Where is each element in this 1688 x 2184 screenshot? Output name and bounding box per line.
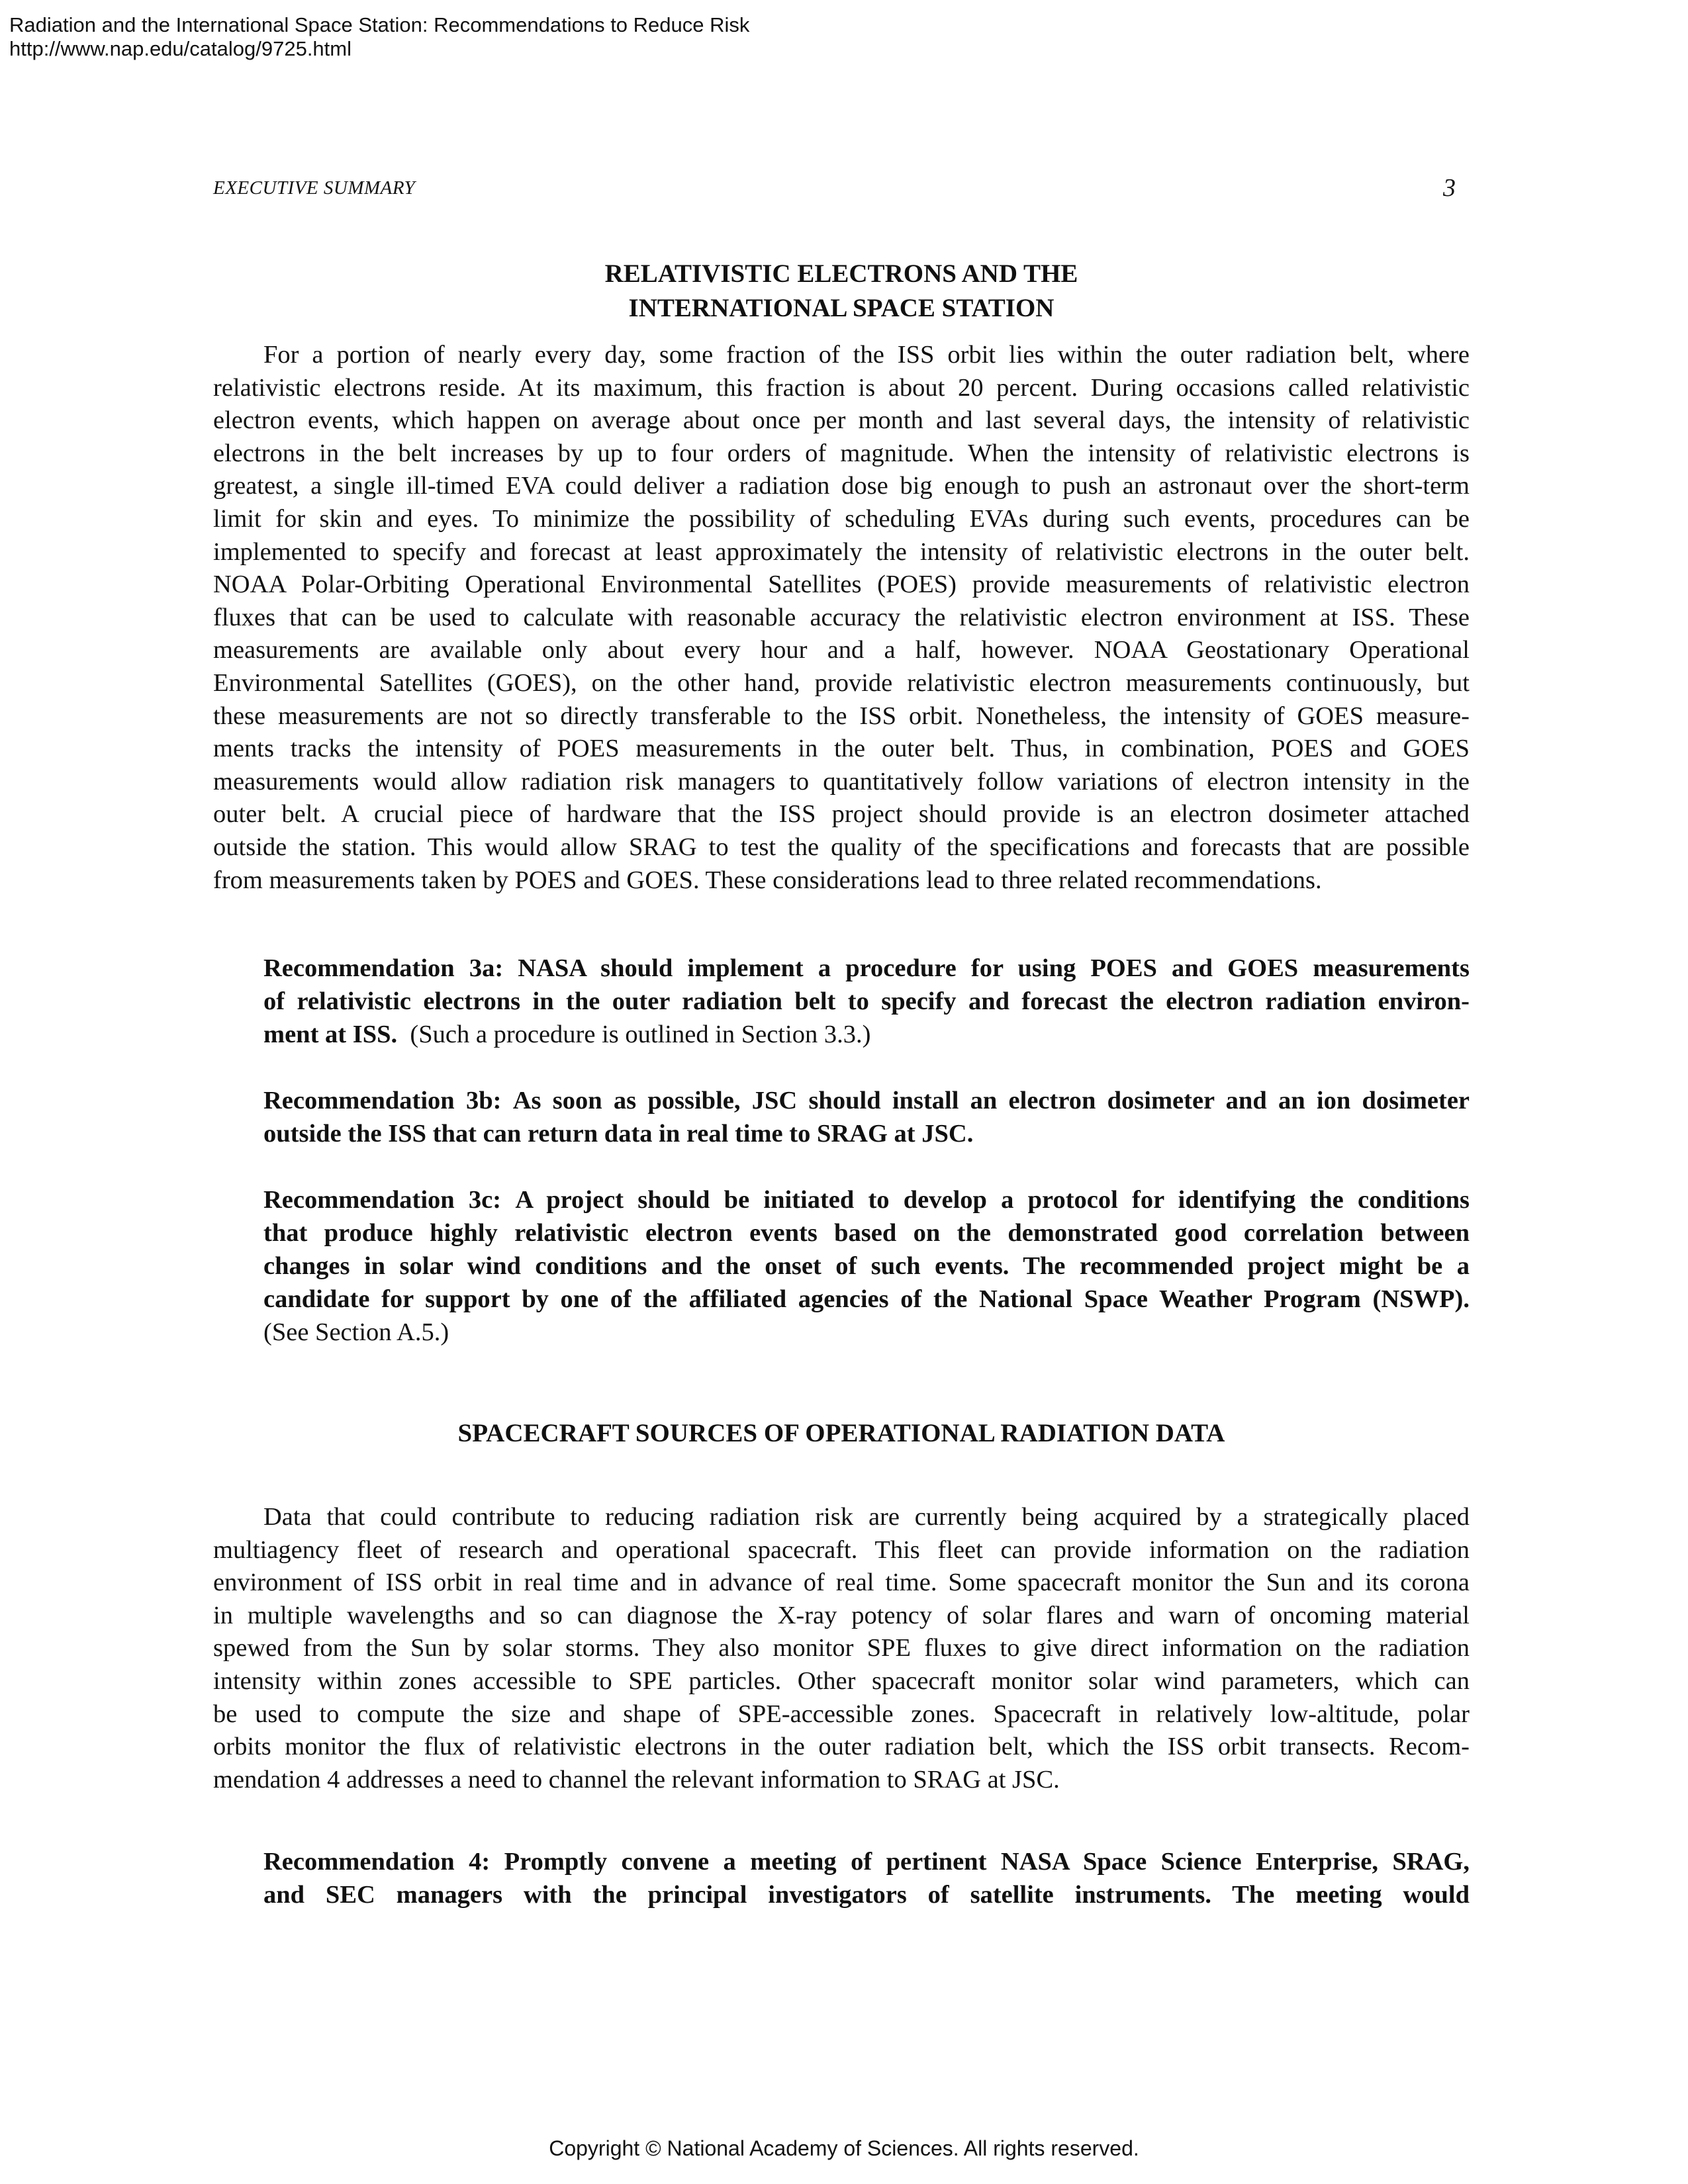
paragraph-line: intensity within zones accessible to SPE particles. Other spacecraft monitor solar wind parameters, which can <box>213 1666 1470 1695</box>
recommendation-label: Recommendation 3b: <box>263 1087 502 1115</box>
paragraph-line: limit for skin and eyes. To minimize the possibility of scheduling EVAs during such events, procedures can be <box>213 504 1470 533</box>
paragraph-line: outer belt. A crucial piece of hardware that the ISS project should provide is an electron dosimeter attached <box>213 800 1470 829</box>
paragraph-line: mendation 4 addresses a need to channel the relevant information to SRAG at JSC. <box>213 1765 1060 1794</box>
paragraph-relativistic-electrons <box>213 339 1470 897</box>
recommendation-text: ment at ISS. <box>263 1021 398 1048</box>
recommendation-text: Promptly convene a meeting of pertinent NASA Space Science Enterprise, SRAG, <box>504 1848 1470 1876</box>
paragraph-line: spewed from the Sun by solar storms. They also monitor SPE fluxes to give direct information on the radiation <box>213 1634 1470 1662</box>
recommendation-text: changes in solar wind conditions and the onset of such events. The recommended project might be a <box>263 1252 1470 1280</box>
paragraph-line: Environmental Satellites (GOES), on the other hand, provide relativistic electron measurements continuously, but <box>213 668 1470 697</box>
section-title-line: RELATIVISTIC ELECTRONS AND THE <box>604 259 1078 288</box>
section-title-spacecraft-sources <box>213 1416 1470 1451</box>
running-head: EXECUTIVE SUMMARY <box>213 177 416 199</box>
section-title-line: SPACECRAFT SOURCES OF OPERATIONAL RADIATION DATA <box>457 1419 1225 1447</box>
paragraph-line: in multiple wavelengths and so can diagnose the X-ray potency of solar flares and warn of oncoming material <box>213 1601 1470 1629</box>
copyright-footer: Copyright © National Academy of Sciences. All rights reserved. <box>549 2136 1139 2160</box>
paragraph-line: measurements would allow radiation risk managers to quantitatively follow variations of electron intensity in the <box>213 767 1470 796</box>
recommendation-3a <box>263 952 1470 1051</box>
recommendation-3c <box>263 1183 1470 1349</box>
recommendation-4 <box>263 1845 1470 1911</box>
recommendation-label: Recommendation 3a: <box>263 954 504 982</box>
recommendation-text: that produce highly relativistic electron events based on the demonstrated good correlation between <box>263 1219 1470 1247</box>
recommendation-text: As soon as possible, JSC should install an electron dosimeter and an ion dosimeter <box>512 1087 1470 1115</box>
paragraph-spacecraft-sources <box>213 1501 1470 1796</box>
document-url[interactable]: http://www.nap.edu/catalog/9725.html <box>9 37 352 60</box>
paragraph-line: measurements are available only about every hour and a half, however. NOAA Geostationary Operational <box>213 636 1470 664</box>
paragraph-line: implemented to specify and forecast at least approximately the intensity of relativistic electrons in the outer belt. <box>213 537 1470 566</box>
paragraph-line: electrons in the belt increases by up to four orders of magnitude. When the intensity of relativistic electrons is <box>213 439 1470 467</box>
paragraph-line: from measurements taken by POES and GOES. These considerations lead to three related recommendations. <box>213 866 1322 894</box>
paragraph-line: be used to compute the size and shape of SPE-accessible zones. Spacecraft in relatively low-altitude, polar <box>213 1700 1470 1728</box>
recommendation-text: outside the ISS that can return data in real time to SRAG at JSC. <box>263 1120 974 1148</box>
recommendation-label: Recommendation 4: <box>263 1848 491 1876</box>
recommendation-text: NASA should implement a procedure for using POES and GOES measurements <box>518 954 1470 982</box>
recommendation-text: candidate for support by one of the affiliated agencies of the National Space Weather Program (NSWP). <box>263 1285 1470 1313</box>
paragraph-line: Data that could contribute to reducing radiation risk are currently being acquired by a strategically placed <box>263 1503 1470 1531</box>
paragraph-line: environment of ISS orbit in real time and in advance of real time. Some spacecraft monitor the Sun and its corona <box>213 1569 1470 1597</box>
paragraph-line: greatest, a single ill-timed EVA could deliver a radiation dose big enough to push an astronaut over the short-term <box>213 472 1470 500</box>
paragraph-line: multiagency fleet of research and operational spacecraft. This fleet can provide information on the radiation <box>213 1535 1470 1564</box>
paragraph-line: ments tracks the intensity of POES measurements in the outer belt. Thus, in combination, POES and GOES <box>213 735 1470 763</box>
paragraph-line: For a portion of nearly every day, some fraction of the ISS orbit lies within the outer radiation belt, where <box>263 341 1470 369</box>
document-title: Radiation and the International Space Station: Recommendations to Reduce Risk <box>9 13 750 36</box>
recommendation-3b <box>263 1084 1470 1150</box>
recommendation-note: (See Section A.5.) <box>263 1318 449 1346</box>
paragraph-line: orbits monitor the flux of relativistic electrons in the outer radiation belt, which the ISS orbit transects. Recom- <box>213 1733 1470 1761</box>
paragraph-line: outside the station. This would allow SRAG to test the quality of the specifications and forecasts that are possible <box>213 833 1470 861</box>
paragraph-line: fluxes that can be used to calculate with reasonable accuracy the relativistic electron environment at ISS. These <box>213 603 1470 631</box>
recommendation-text: of relativistic electrons in the outer radiation belt to specify and forecast the electron radiation environ- <box>263 987 1470 1015</box>
paragraph-line: these measurements are not so directly transferable to the ISS orbit. Nonetheless, the intensity of GOES measure- <box>213 702 1470 730</box>
section-title-relativistic-electrons <box>213 257 1470 326</box>
page-number: 3 <box>1443 174 1456 202</box>
recommendation-text: and SEC managers with the principal investigators of satellite instruments. The meeting would <box>263 1881 1470 1909</box>
paragraph-line: NOAA Polar-Orbiting Operational Environmental Satellites (POES) provide measurements of relativistic electron <box>213 570 1470 599</box>
recommendation-label: Recommendation 3c: <box>263 1186 502 1214</box>
section-title-line: INTERNATIONAL SPACE STATION <box>628 294 1055 322</box>
web-header <box>9 13 749 61</box>
paragraph-line: relativistic electrons reside. At its maximum, this fraction is about 20 percent. During occasions called relativistic <box>213 373 1470 402</box>
recommendation-text: A project should be initiated to develop a protocol for identifying the conditions <box>515 1186 1470 1214</box>
recommendation-note: (Such a procedure is outlined in Section 3.3.) <box>410 1021 871 1048</box>
paragraph-line: electron events, which happen on average about once per month and last several days, the intensity of relativistic <box>213 406 1470 435</box>
